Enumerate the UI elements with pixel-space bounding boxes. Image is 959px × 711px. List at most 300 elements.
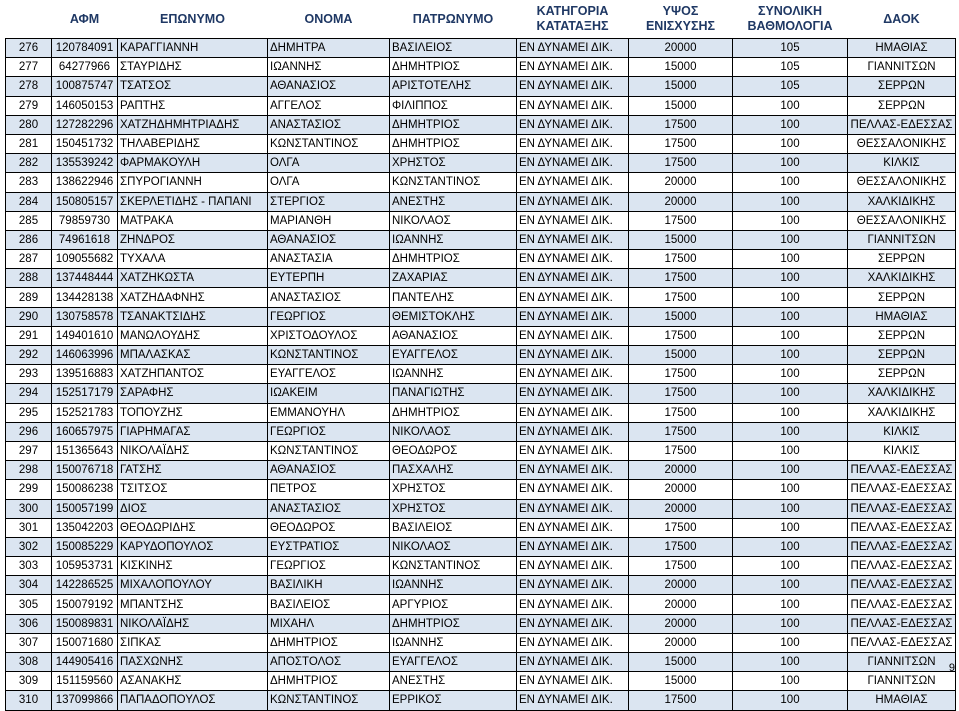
cell-katigoria: ΕΝ ΔΥΝΑΜΕΙ ΔΙΚ. (517, 269, 629, 288)
cell-patronymo: ΝΙΚΟΛΑΟΣ (390, 211, 517, 230)
cell-index: 288 (6, 269, 52, 288)
cell-ypsos: 17500 (629, 691, 733, 710)
cell-afm: 100875747 (52, 77, 118, 96)
cell-katigoria: ΕΝ ΔΥΝΑΜΕΙ ΔΙΚ. (517, 96, 629, 115)
cell-patronymo: ΙΩΑΝΝΗΣ (390, 365, 517, 384)
cell-daok: ΠΕΛΛΑΣ-ΕΔΕΣΣΑΣ (848, 518, 956, 537)
cell-synoliki: 100 (733, 230, 848, 249)
cell-ypsos: 20000 (629, 633, 733, 652)
cell-eponymo: ΡΑΠΤΗΣ (118, 96, 268, 115)
cell-index: 287 (6, 250, 52, 269)
cell-patronymo: ΖΑΧΑΡΙΑΣ (390, 269, 517, 288)
cell-daok: ΣΕΡΡΩΝ (848, 326, 956, 345)
cell-daok: ΓΙΑΝΝΙΤΣΩΝ (848, 653, 956, 672)
cell-onoma: ΑΘΑΝΑΣΙΟΣ (268, 461, 390, 480)
cell-eponymo: ΤΣΑΤΣΟΣ (118, 77, 268, 96)
page-number: 9 (948, 662, 955, 674)
cell-onoma: ΑΘΑΝΑΣΙΟΣ (268, 77, 390, 96)
cell-eponymo: ΓΑΤΣΗΣ (118, 461, 268, 480)
cell-index: 305 (6, 595, 52, 614)
cell-katigoria: ΕΝ ΔΥΝΑΜΕΙ ΔΙΚ. (517, 326, 629, 345)
cell-patronymo: ΘΕΜΙΣΤΟΚΛΗΣ (390, 307, 517, 326)
table-body (6, 39, 956, 711)
cell-daok: ΣΕΡΡΩΝ (848, 346, 956, 365)
cell-onoma: ΔΗΜΗΤΡΑ (268, 39, 390, 58)
cell-synoliki: 100 (733, 365, 848, 384)
cell-onoma: ΒΑΣΙΛΙΚΗ (268, 576, 390, 595)
cell-eponymo: ΠΑΠΑΔΟΠΟΥΛΟΣ (118, 691, 268, 710)
cell-daok: ΗΜΑΘΙΑΣ (848, 691, 956, 710)
cell-eponymo: ΜΠΑΛΑΣΚΑΣ (118, 346, 268, 365)
table-row (6, 422, 956, 441)
cell-daok: ΚΙΛΚΙΣ (848, 154, 956, 173)
table-row (6, 403, 956, 422)
cell-ypsos: 20000 (629, 499, 733, 518)
cell-patronymo: ΑΡΓΥΡΙΟΣ (390, 595, 517, 614)
cell-ypsos: 15000 (629, 58, 733, 77)
cell-synoliki: 100 (733, 250, 848, 269)
cell-katigoria: ΕΝ ΔΥΝΑΜΕΙ ΔΙΚ. (517, 77, 629, 96)
cell-afm: 146050153 (52, 96, 118, 115)
cell-synoliki: 100 (733, 173, 848, 192)
cell-ypsos: 17500 (629, 154, 733, 173)
cell-synoliki: 100 (733, 576, 848, 595)
cell-index: 297 (6, 441, 52, 460)
cell-daok: ΧΑΛΚΙΔΙΚΗΣ (848, 384, 956, 403)
cell-afm: 151159560 (52, 672, 118, 691)
cell-index: 280 (6, 115, 52, 134)
table-row (6, 346, 956, 365)
cell-ypsos: 17500 (629, 134, 733, 153)
cell-ypsos: 17500 (629, 403, 733, 422)
cell-eponymo: ΜΑΤΡΑΚΑ (118, 211, 268, 230)
cell-patronymo: ΧΡΗΣΤΟΣ (390, 499, 517, 518)
cell-eponymo: ΓΙΑΡΗΜΑΓΑΣ (118, 422, 268, 441)
cell-index: 292 (6, 346, 52, 365)
cell-katigoria: ΕΝ ΔΥΝΑΜΕΙ ΔΙΚ. (517, 614, 629, 633)
cell-eponymo: ΧΑΤΖΗΚΩΣΤΑ (118, 269, 268, 288)
cell-ypsos: 20000 (629, 595, 733, 614)
cell-patronymo: ΠΑΝΤΕΛΗΣ (390, 288, 517, 307)
cell-onoma: ΟΛΓΑ (268, 154, 390, 173)
cell-eponymo: ΚΙΣΚΙΝΗΣ (118, 557, 268, 576)
table-row (6, 499, 956, 518)
table-row (6, 230, 956, 249)
cell-eponymo: ΚΑΡΑΓΓΙΑΝΝΗ (118, 39, 268, 58)
cell-katigoria: ΕΝ ΔΥΝΑΜΕΙ ΔΙΚ. (517, 518, 629, 537)
cell-ypsos: 20000 (629, 461, 733, 480)
cell-ypsos: 17500 (629, 269, 733, 288)
cell-eponymo: ΤΣΑΝΑΚΤΣΙΔΗΣ (118, 307, 268, 326)
table-row (6, 269, 956, 288)
cell-eponymo: ΘΕΟΔΩΡΙΔΗΣ (118, 518, 268, 537)
cell-afm: 109055682 (52, 250, 118, 269)
cell-afm: 150086238 (52, 480, 118, 499)
cell-index: 310 (6, 691, 52, 710)
cell-synoliki: 100 (733, 269, 848, 288)
cell-synoliki: 100 (733, 595, 848, 614)
header-onoma: ΟΝΟΜΑ (268, 0, 390, 39)
cell-patronymo: ΔΗΜΗΤΡΙΟΣ (390, 403, 517, 422)
header-ypsos: ΥΨΟΣ ΕΝΙΣΧΥΣΗΣ (629, 0, 733, 39)
cell-synoliki: 100 (733, 557, 848, 576)
cell-afm: 150079192 (52, 595, 118, 614)
beneficiaries-table (5, 0, 956, 711)
cell-ypsos: 15000 (629, 230, 733, 249)
cell-eponymo: ΜΙΧΑΛΟΠΟΥΛΟΥ (118, 576, 268, 595)
cell-synoliki: 100 (733, 403, 848, 422)
cell-afm: 149401610 (52, 326, 118, 345)
cell-index: 298 (6, 461, 52, 480)
cell-afm: 150085229 (52, 537, 118, 556)
cell-index: 293 (6, 365, 52, 384)
table-row (6, 595, 956, 614)
table-row (6, 211, 956, 230)
cell-onoma: ΕΜΜΑΝΟΥΗΛ (268, 403, 390, 422)
cell-katigoria: ΕΝ ΔΥΝΑΜΕΙ ΔΙΚ. (517, 595, 629, 614)
cell-katigoria: ΕΝ ΔΥΝΑΜΕΙ ΔΙΚ. (517, 250, 629, 269)
cell-index: 277 (6, 58, 52, 77)
cell-onoma: ΚΩΝΣΤΑΝΤΙΝΟΣ (268, 441, 390, 460)
cell-katigoria: ΕΝ ΔΥΝΑΜΕΙ ΔΙΚ. (517, 557, 629, 576)
cell-eponymo: ΧΑΤΖΗΔΑΦΝΗΣ (118, 288, 268, 307)
cell-afm: 137099866 (52, 691, 118, 710)
table-row (6, 633, 956, 652)
table-row (6, 115, 956, 134)
cell-index: 307 (6, 633, 52, 652)
cell-patronymo: ΑΘΑΝΑΣΙΟΣ (390, 326, 517, 345)
cell-patronymo: ΒΑΣΙΛΕΙΟΣ (390, 518, 517, 537)
cell-katigoria: ΕΝ ΔΥΝΑΜΕΙ ΔΙΚ. (517, 39, 629, 58)
cell-katigoria: ΕΝ ΔΥΝΑΜΕΙ ΔΙΚ. (517, 499, 629, 518)
cell-ypsos: 17500 (629, 422, 733, 441)
cell-patronymo: ΙΩΑΝΝΗΣ (390, 633, 517, 652)
cell-afm: 150805157 (52, 192, 118, 211)
cell-synoliki: 100 (733, 192, 848, 211)
cell-ypsos: 20000 (629, 614, 733, 633)
cell-index: 281 (6, 134, 52, 153)
cell-ypsos: 15000 (629, 96, 733, 115)
table-row (6, 441, 956, 460)
cell-onoma: ΕΥΤΕΡΠΗ (268, 269, 390, 288)
cell-eponymo: ΤΥΧΑΛΑ (118, 250, 268, 269)
cell-onoma: ΔΗΜΗΤΡΙΟΣ (268, 633, 390, 652)
cell-synoliki: 100 (733, 154, 848, 173)
cell-afm: 135539242 (52, 154, 118, 173)
table-row (6, 614, 956, 633)
cell-index: 291 (6, 326, 52, 345)
cell-patronymo: ΝΙΚΟΛΑΟΣ (390, 422, 517, 441)
cell-onoma: ΑΠΟΣΤΟΛΟΣ (268, 653, 390, 672)
cell-ypsos: 15000 (629, 346, 733, 365)
cell-daok: ΠΕΛΛΑΣ-ΕΔΕΣΣΑΣ (848, 576, 956, 595)
cell-daok: ΧΑΛΚΙΔΙΚΗΣ (848, 192, 956, 211)
cell-ypsos: 17500 (629, 288, 733, 307)
cell-ypsos: 20000 (629, 39, 733, 58)
cell-onoma: ΒΑΣΙΛΕΙΟΣ (268, 595, 390, 614)
cell-afm: 150089831 (52, 614, 118, 633)
cell-synoliki: 105 (733, 58, 848, 77)
cell-afm: 142286525 (52, 576, 118, 595)
header-daok: ΔΑΟΚ (848, 0, 956, 39)
cell-afm: 134428138 (52, 288, 118, 307)
cell-katigoria: ΕΝ ΔΥΝΑΜΕΙ ΔΙΚ. (517, 461, 629, 480)
cell-daok: ΠΕΛΛΑΣ-ΕΔΕΣΣΑΣ (848, 614, 956, 633)
cell-onoma: ΙΩΑΚΕΙΜ (268, 384, 390, 403)
header-synoliki-line1: ΣΥΝΟΛΙΚΗ (757, 4, 823, 18)
cell-daok: ΠΕΛΛΑΣ-ΕΔΕΣΣΑΣ (848, 115, 956, 134)
cell-ypsos: 20000 (629, 576, 733, 595)
cell-ypsos: 15000 (629, 653, 733, 672)
cell-patronymo: ΑΡΙΣΤΟΤΕΛΗΣ (390, 77, 517, 96)
cell-katigoria: ΕΝ ΔΥΝΑΜΕΙ ΔΙΚ. (517, 211, 629, 230)
cell-ypsos: 17500 (629, 537, 733, 556)
cell-katigoria: ΕΝ ΔΥΝΑΜΕΙ ΔΙΚ. (517, 480, 629, 499)
cell-onoma: ΠΕΤΡΟΣ (268, 480, 390, 499)
cell-patronymo: ΘΕΟΔΩΡΟΣ (390, 441, 517, 460)
cell-afm: 139516883 (52, 365, 118, 384)
cell-synoliki: 100 (733, 326, 848, 345)
cell-katigoria: ΕΝ ΔΥΝΑΜΕΙ ΔΙΚ. (517, 192, 629, 211)
cell-ypsos: 17500 (629, 115, 733, 134)
table-row (6, 39, 956, 58)
cell-synoliki: 100 (733, 441, 848, 460)
table-row (6, 461, 956, 480)
cell-afm: 160657975 (52, 422, 118, 441)
cell-index: 309 (6, 672, 52, 691)
cell-synoliki: 105 (733, 77, 848, 96)
cell-ypsos: 17500 (629, 441, 733, 460)
cell-daok: ΘΕΣΣΑΛΟΝΙΚΗΣ (848, 134, 956, 153)
cell-onoma: ΕΥΣΤΡΑΤΙΟΣ (268, 537, 390, 556)
cell-katigoria: ΕΝ ΔΥΝΑΜΕΙ ΔΙΚ. (517, 672, 629, 691)
cell-katigoria: ΕΝ ΔΥΝΑΜΕΙ ΔΙΚ. (517, 288, 629, 307)
cell-katigoria: ΕΝ ΔΥΝΑΜΕΙ ΔΙΚ. (517, 173, 629, 192)
cell-synoliki: 100 (733, 672, 848, 691)
cell-eponymo: ΖΗΝΔΡΟΣ (118, 230, 268, 249)
cell-index: 284 (6, 192, 52, 211)
cell-patronymo: ΔΗΜΗΤΡΙΟΣ (390, 134, 517, 153)
cell-synoliki: 100 (733, 346, 848, 365)
table-row (6, 576, 956, 595)
cell-daok: ΧΑΛΚΙΔΙΚΗΣ (848, 403, 956, 422)
cell-eponymo: ΝΙΚΟΛΑΪΔΗΣ (118, 614, 268, 633)
cell-patronymo: ΕΥΑΓΓΕΛΟΣ (390, 346, 517, 365)
document-sheet (5, 0, 955, 711)
cell-index: 289 (6, 288, 52, 307)
cell-eponymo: ΔΙΟΣ (118, 499, 268, 518)
cell-ypsos: 20000 (629, 192, 733, 211)
cell-index: 304 (6, 576, 52, 595)
cell-synoliki: 100 (733, 518, 848, 537)
cell-eponymo: ΜΠΑΝΤΣΗΣ (118, 595, 268, 614)
cell-eponymo: ΜΑΝΩΛΟΥΔΗΣ (118, 326, 268, 345)
cell-onoma: ΙΩΑΝΝΗΣ (268, 58, 390, 77)
cell-eponymo: ΣΠΥΡΟΓΙΑΝΝΗ (118, 173, 268, 192)
cell-daok: ΘΕΣΣΑΛΟΝΙΚΗΣ (848, 211, 956, 230)
cell-afm: 152521783 (52, 403, 118, 422)
cell-katigoria: ΕΝ ΔΥΝΑΜΕΙ ΔΙΚ. (517, 422, 629, 441)
cell-daok: ΠΕΛΛΑΣ-ΕΔΕΣΣΑΣ (848, 461, 956, 480)
cell-afm: 150451732 (52, 134, 118, 153)
cell-katigoria: ΕΝ ΔΥΝΑΜΕΙ ΔΙΚ. (517, 346, 629, 365)
cell-patronymo: ΔΗΜΗΤΡΙΟΣ (390, 58, 517, 77)
cell-patronymo: ΝΙΚΟΛΑΟΣ (390, 537, 517, 556)
cell-patronymo: ΒΑΣΙΛΕΙΟΣ (390, 39, 517, 58)
cell-katigoria: ΕΝ ΔΥΝΑΜΕΙ ΔΙΚ. (517, 691, 629, 710)
cell-daok: ΠΕΛΛΑΣ-ΕΔΕΣΣΑΣ (848, 537, 956, 556)
cell-ypsos: 15000 (629, 77, 733, 96)
cell-afm: 135042203 (52, 518, 118, 537)
cell-onoma: ΜΑΡΙΑΝΘΗ (268, 211, 390, 230)
header-eponymo: ΕΠΩΝΥΜΟ (118, 0, 268, 39)
cell-katigoria: ΕΝ ΔΥΝΑΜΕΙ ΔΙΚ. (517, 403, 629, 422)
cell-katigoria: ΕΝ ΔΥΝΑΜΕΙ ΔΙΚ. (517, 365, 629, 384)
cell-onoma: ΑΝΑΣΤΑΣΙΟΣ (268, 499, 390, 518)
header-afm: ΑΦΜ (52, 0, 118, 39)
cell-synoliki: 100 (733, 614, 848, 633)
cell-synoliki: 100 (733, 115, 848, 134)
header-katigoria-line2: ΚΑΤΑΤΑΞΗΣ (536, 19, 609, 33)
table-row (6, 365, 956, 384)
cell-eponymo: ΤΗΛΑΒΕΡΙΔΗΣ (118, 134, 268, 153)
table-row (6, 518, 956, 537)
table-row (6, 192, 956, 211)
cell-onoma: ΑΘΑΝΑΣΙΟΣ (268, 230, 390, 249)
cell-onoma: ΟΛΓΑ (268, 173, 390, 192)
cell-afm: 127282296 (52, 115, 118, 134)
cell-katigoria: ΕΝ ΔΥΝΑΜΕΙ ΔΙΚ. (517, 154, 629, 173)
cell-index: 286 (6, 230, 52, 249)
cell-daok: ΠΕΛΛΑΣ-ΕΔΕΣΣΑΣ (848, 499, 956, 518)
cell-patronymo: ΕΡΡΙΚΟΣ (390, 691, 517, 710)
cell-onoma: ΓΕΩΡΓΙΟΣ (268, 422, 390, 441)
cell-onoma: ΣΤΕΡΓΙΟΣ (268, 192, 390, 211)
cell-ypsos: 17500 (629, 250, 733, 269)
cell-daok: ΠΕΛΛΑΣ-ΕΔΕΣΣΑΣ (848, 595, 956, 614)
cell-index: 290 (6, 307, 52, 326)
cell-synoliki: 105 (733, 39, 848, 58)
cell-synoliki: 100 (733, 307, 848, 326)
table-row (6, 154, 956, 173)
cell-onoma: ΑΝΑΣΤΑΣΙΑ (268, 250, 390, 269)
cell-ypsos: 20000 (629, 480, 733, 499)
cell-afm: 150076718 (52, 461, 118, 480)
cell-index: 299 (6, 480, 52, 499)
cell-daok: ΣΕΡΡΩΝ (848, 77, 956, 96)
cell-index: 300 (6, 499, 52, 518)
table-row (6, 537, 956, 556)
cell-onoma: ΚΩΝΣΤΑΝΤΙΝΟΣ (268, 346, 390, 365)
cell-katigoria: ΕΝ ΔΥΝΑΜΕΙ ΔΙΚ. (517, 653, 629, 672)
cell-patronymo: ΔΗΜΗΤΡΙΟΣ (390, 250, 517, 269)
table-row (6, 653, 956, 672)
cell-index: 279 (6, 96, 52, 115)
cell-index: 295 (6, 403, 52, 422)
cell-synoliki: 100 (733, 422, 848, 441)
cell-daok: ΣΕΡΡΩΝ (848, 288, 956, 307)
cell-katigoria: ΕΝ ΔΥΝΑΜΕΙ ΔΙΚ. (517, 633, 629, 652)
table-row (6, 326, 956, 345)
cell-patronymo: ΧΡΗΣΤΟΣ (390, 480, 517, 499)
cell-index: 282 (6, 154, 52, 173)
table-row (6, 288, 956, 307)
cell-eponymo: ΣΙΠΚΑΣ (118, 633, 268, 652)
table-row (6, 96, 956, 115)
cell-eponymo: ΣΑΡΑΦΗΣ (118, 384, 268, 403)
header-synoliki-line2: ΒΑΘΜΟΛΟΓΙΑ (747, 19, 833, 33)
cell-patronymo: ΠΑΣΧΑΛΗΣ (390, 461, 517, 480)
cell-afm: 120784091 (52, 39, 118, 58)
header-katigoria (517, 0, 629, 39)
cell-daok: ΧΑΛΚΙΔΙΚΗΣ (848, 269, 956, 288)
cell-index: 296 (6, 422, 52, 441)
cell-index: 294 (6, 384, 52, 403)
cell-patronymo: ΕΥΑΓΓΕΛΟΣ (390, 653, 517, 672)
table-row (6, 134, 956, 153)
cell-eponymo: ΚΑΡΥΔΟΠΟΥΛΟΣ (118, 537, 268, 556)
table-row (6, 173, 956, 192)
cell-daok: ΗΜΑΘΙΑΣ (848, 307, 956, 326)
header-patronymo: ΠΑΤΡΩΝΥΜΟ (390, 0, 517, 39)
table-row (6, 77, 956, 96)
cell-eponymo: ΧΑΤΖΗΔΗΜΗΤΡΙΑΔΗΣ (118, 115, 268, 134)
header-katigoria-line1: ΚΑΤΗΓΟΡΙΑ (536, 4, 609, 18)
cell-ypsos: 17500 (629, 384, 733, 403)
cell-ypsos: 17500 (629, 326, 733, 345)
cell-katigoria: ΕΝ ΔΥΝΑΜΕΙ ΔΙΚ. (517, 230, 629, 249)
cell-ypsos: 20000 (629, 173, 733, 192)
table-row (6, 250, 956, 269)
cell-patronymo: ΧΡΗΣΤΟΣ (390, 154, 517, 173)
cell-index: 306 (6, 614, 52, 633)
cell-ypsos: 15000 (629, 307, 733, 326)
cell-daok: ΗΜΑΘΙΑΣ (848, 39, 956, 58)
cell-index: 303 (6, 557, 52, 576)
cell-onoma: ΑΝΑΣΤΑΣΙΟΣ (268, 288, 390, 307)
cell-katigoria: ΕΝ ΔΥΝΑΜΕΙ ΔΙΚ. (517, 576, 629, 595)
cell-daok: ΚΙΛΚΙΣ (848, 422, 956, 441)
table-row (6, 691, 956, 710)
cell-synoliki: 100 (733, 288, 848, 307)
cell-katigoria: ΕΝ ΔΥΝΑΜΕΙ ΔΙΚ. (517, 307, 629, 326)
cell-daok: ΓΙΑΝΝΙΤΣΩΝ (848, 672, 956, 691)
cell-katigoria: ΕΝ ΔΥΝΑΜΕΙ ΔΙΚ. (517, 115, 629, 134)
cell-onoma: ΧΡΙΣΤΟΔΟΥΛΟΣ (268, 326, 390, 345)
cell-daok: ΣΕΡΡΩΝ (848, 250, 956, 269)
cell-daok: ΠΕΛΛΑΣ-ΕΔΕΣΣΑΣ (848, 557, 956, 576)
header-index (6, 0, 52, 39)
cell-patronymo: ΚΩΝΣΤΑΝΤΙΝΟΣ (390, 173, 517, 192)
cell-synoliki: 100 (733, 134, 848, 153)
cell-daok: ΓΙΑΝΝΙΤΣΩΝ (848, 230, 956, 249)
cell-daok: ΠΕΛΛΑΣ-ΕΔΕΣΣΑΣ (848, 480, 956, 499)
cell-index: 301 (6, 518, 52, 537)
cell-patronymo: ΚΩΝΣΤΑΝΤΙΝΟΣ (390, 557, 517, 576)
cell-onoma: ΑΓΓΕΛΟΣ (268, 96, 390, 115)
cell-patronymo: ΙΩΑΝΝΗΣ (390, 230, 517, 249)
cell-onoma: ΔΗΜΗΤΡΙΟΣ (268, 672, 390, 691)
cell-patronymo: ΔΗΜΗΤΡΙΟΣ (390, 115, 517, 134)
cell-synoliki: 100 (733, 211, 848, 230)
cell-synoliki: 100 (733, 384, 848, 403)
cell-patronymo: ΑΝΕΣΤΗΣ (390, 192, 517, 211)
cell-patronymo: ΑΝΕΣΤΗΣ (390, 672, 517, 691)
cell-index: 302 (6, 537, 52, 556)
header-synoliki (733, 0, 848, 39)
cell-index: 276 (6, 39, 52, 58)
cell-synoliki: 100 (733, 480, 848, 499)
